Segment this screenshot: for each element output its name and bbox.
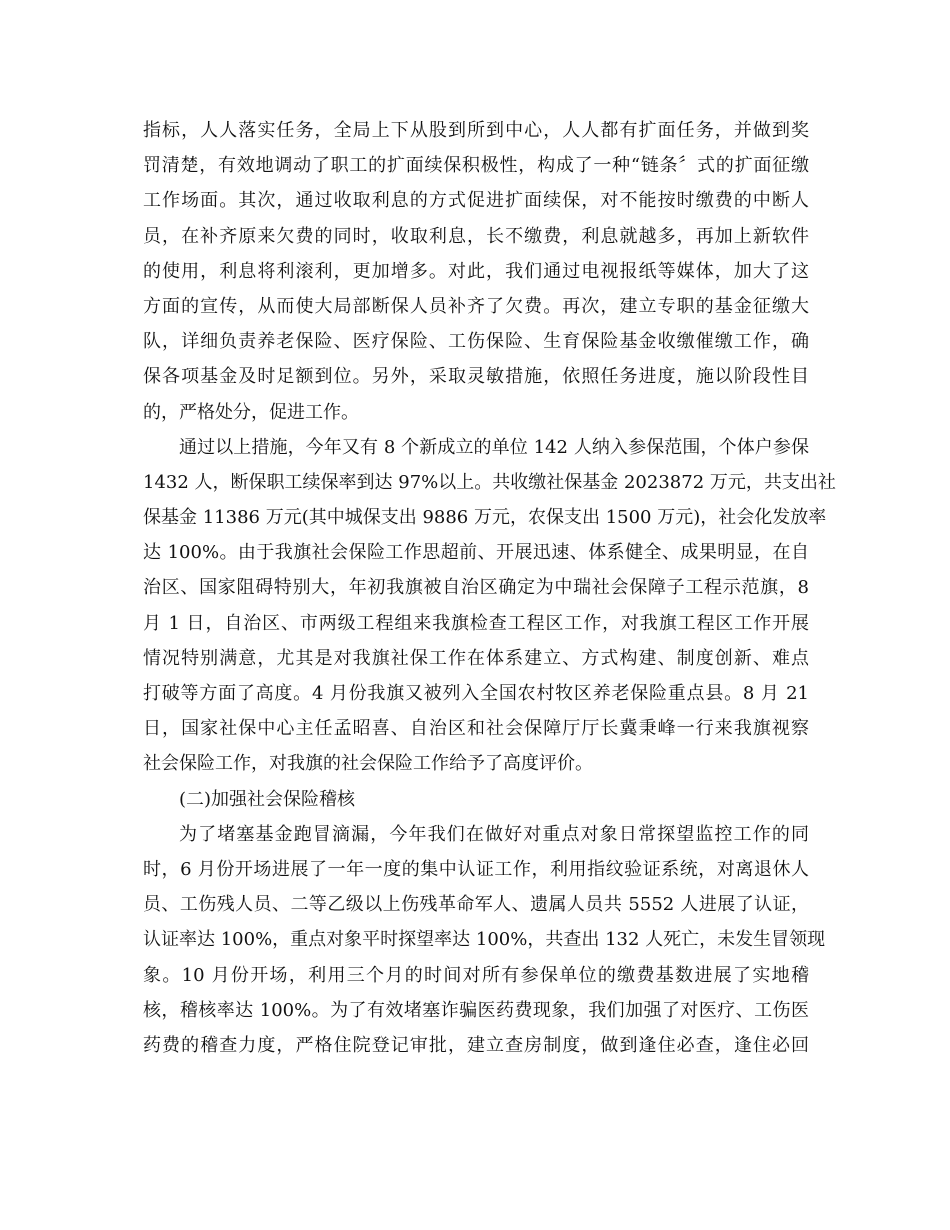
- text-line: 工作场面。其次，通过收取利息的方式促进扩面续保，对不能按时缴费的中断人: [143, 190, 809, 212]
- text-line: 的，严格处分，促进工作。: [143, 401, 359, 423]
- text-line: 队，详细负责养老保险、医疗保险、工伤保险、生育保险基金收缴催缴工作，确: [143, 331, 809, 353]
- text-line: 药费的稽查力度，严格住院登记审批，建立查房制度，做到逢住必查，逢住必回: [143, 1034, 809, 1056]
- text-line: 指标，人人落实任务，全局上下从股到所到中心，人人都有扩面任务，并做到奖: [143, 120, 809, 141]
- text-line: 日，国家社保中心主任孟昭喜、自治区和社会保障厅厅长冀秉峰一行来我旗视察: [143, 718, 809, 740]
- text-line: (二)加强社会保险稽核: [179, 788, 356, 810]
- text-line: 通过以上措施，今年又有 8 个新成立的单位 142 人纳入参保范围，个体户参保: [179, 436, 809, 458]
- text-line: 保基金 11386 万元(其中城保支出 9886 万元，农保支出 1500 万元)，社会化发放率: [143, 507, 827, 529]
- text-line: 社会保险工作，对我旗的社会保险工作给予了高度评价。: [143, 753, 593, 775]
- text-line: 达 100%。由于我旗社会保险工作思超前、开展迅速、体系健全、成果明显，在自: [143, 542, 809, 564]
- text-line: 方面的宣传，从而使大局部断保人员补齐了欠费。再次，建立专职的基金征缴大: [143, 295, 809, 317]
- text-line: 保各项基金及时足额到位。另外，采取灵敏措施，依照任务进度，施以阶段性目: [143, 366, 809, 388]
- document-body: [143, 113, 836, 1063]
- text-line: 治区、国家阻碍特别大，年初我旗被自治区确定为中瑞社会保障子工程示范旗，8: [143, 577, 809, 599]
- text-line: 员，在补齐原来欠费的同时，收取利息，长不缴费，利息就越多，再加上新软件: [143, 225, 809, 247]
- text-line: 时，6 月份开场进展了一年一度的集中认证工作，利用指纹验证系统，对离退休人: [143, 858, 809, 880]
- text-line: 为了堵塞基金跑冒滴漏，今年我们在做好对重点对象日常探望监控工作的同: [179, 823, 809, 845]
- text-line: 核，稽核率达 100%。为了有效堵塞诈骗医药费现象，我们加强了对医疗、工伤医: [143, 999, 809, 1021]
- text-line: 1432 人，断保职工续保率到达 97%以上。共收缴社保基金 2023872 万元，共支出社: [143, 471, 836, 493]
- text-line: 打破等方面了高度。4 月份我旗又被列入全国农村牧区养老保险重点县。8 月 21: [143, 683, 809, 704]
- text-line: 的使用，利息将利滚利，更加增多。对此，我们通过电视报纸等媒体，加大了这: [143, 260, 809, 282]
- text-line: 情况特别满意，尤其是对我旗社保工作在体系建立、方式构建、制度创新、难点: [143, 647, 809, 669]
- text-line: 认证率达 100%，重点对象平时探望率达 100%，共查出 132 人死亡，未发生冒领现: [143, 929, 826, 951]
- text-line: 员、工伤残人员、二等乙级以上伤残革命军人、遗属人员共 5552 人进展了认证，: [143, 894, 809, 916]
- text-line: 象。10 月份开场，利用三个月的时间对所有参保单位的缴费基数进展了实地稽: [143, 964, 809, 986]
- text-line: 罚清楚，有效地调动了职工的扩面续保积极性，构成了一种“链条〞式的扩面征缴: [143, 155, 809, 177]
- text-line: 月 1 日，自治区、市两级工程组来我旗检查工程区工作，对我旗工程区工作开展: [143, 612, 809, 634]
